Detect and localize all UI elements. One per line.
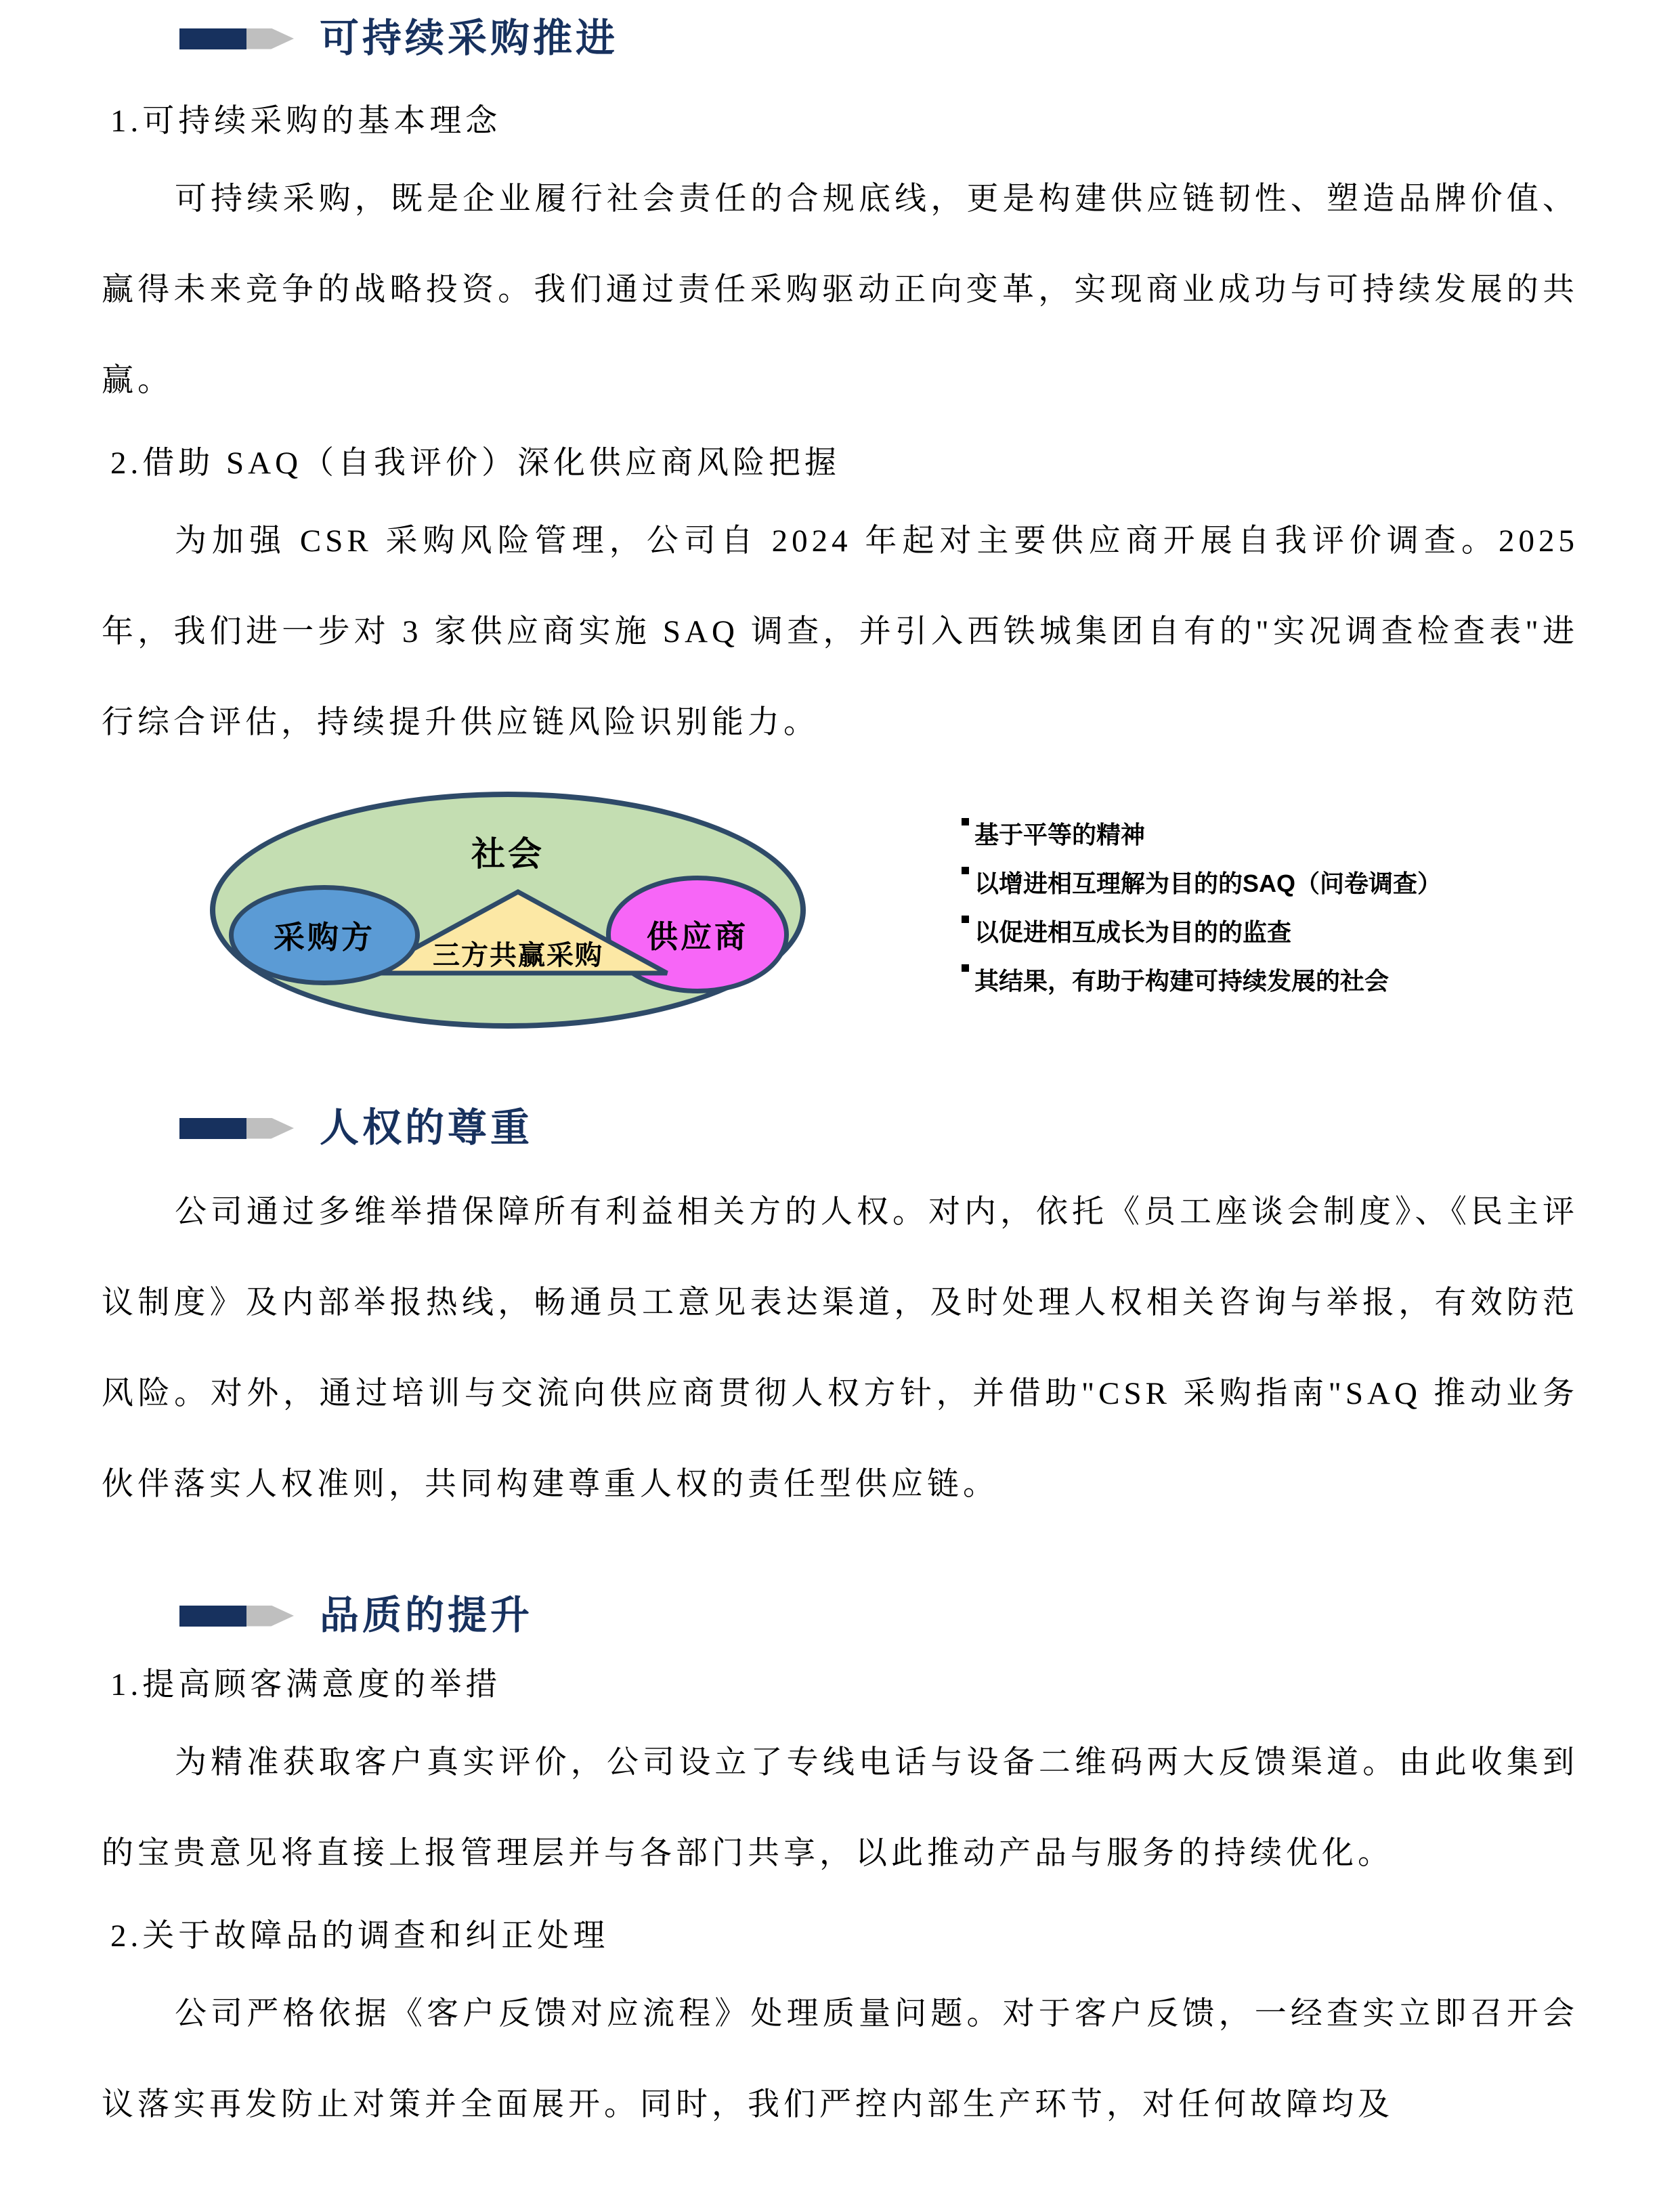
list-item-text: 基于平等的精神 [974,821,1146,849]
paragraph-basic-philosophy: 可持续采购，既是企业履行社会责任的合规底线，更是构建供应链韧性、塑造品牌价值、赢得未来竞争的战略投资。我们通过责任采购驱动正向变革，实现商业成功与可持续发展的共赢。 [102,181,1578,398]
section-header-sustainable-procurement [179,17,1578,60]
section-title-human-rights: 人权的尊重 [320,1106,534,1150]
square-bullet-icon [962,964,969,972]
three-party-win-win-diagram [102,792,1578,1035]
paragraph-saq-risk: 为加强 CSR 采购风险管理，公司自 2024 年起对主要供应商开展自我评价调查。2025 年，我们进一步对 3 家供应商实施 SAQ 调查，并引入西铁城集团自有的"实况调查检查表"进行综合评估，持续提升供应链风险识别能力。 [102,523,1578,740]
bullet-rect [179,1118,246,1139]
list-item [962,811,1442,859]
section-title-sustainable-procurement: 可持续采购推进 [320,16,619,60]
square-bullet-icon [962,818,969,825]
purchaser-label: 采购方 [274,920,375,955]
list-item-text: 其结果，有助于构建可持续发展的社会 [974,967,1390,995]
purchaser-ellipse [229,885,420,985]
section-header-human-rights [179,1107,1578,1150]
subheading-defect-handling: 2.关于故障品的调查和纠正处理 [110,1918,609,1954]
square-bullet-icon [962,916,969,923]
paragraph-defect-handling: 公司严格依据《客户反馈对应流程》处理质量问题。对于客户反馈，一经查实立即召开会议落实再发防止对策并全面展开。同时，我们严控内部生产环节，对任何故障均及 [102,1996,1578,2122]
bullet-rect [179,1606,246,1627]
section-title-quality: 品质的提升 [320,1593,534,1637]
subheading-basic-philosophy: 1.可持续采购的基本理念 [110,104,502,139]
paragraph-human-rights: 公司通过多维举措保障所有利益相关方的人权。对内，依托《员工座谈会制度》、《民主评议制度》及内部举报热线，畅通员工意见表达渠道，及时处理人权相关咨询与举报，有效防范风险。对外，通过培训与交流向供应商贯彻人权方针，并借助"CSR 采购指南"SAQ 推动业务伙伴落实人权准则，共同构建尊重人权的责任型供应链。 [102,1195,1578,1502]
list-item-text: 以促进相互成长为目的的监查 [974,918,1292,946]
subheading-customer-satisfaction: 1.提高顾客满意度的举措 [110,1667,502,1702]
society-label: 社会 [471,835,544,873]
diagram-bullet-list [962,811,1442,1006]
square-bullet-icon [962,867,969,874]
subheading-saq-risk: 2.借助 SAQ（自我评价）深化供应商风险把握 [110,446,841,481]
list-item [962,908,1442,957]
bullet-arrow-icon [246,1118,294,1139]
section-header-quality [179,1594,1578,1637]
paragraph-customer-satisfaction: 为精准获取客户真实评价，公司设立了专线电话与设备二维码两大反馈渠道。由此收集到的宝贵意见将直接上报管理层并与各部门共享，以此推动产品与服务的持续优化。 [102,1745,1578,1871]
header-arrow-bullet-icon [179,1118,294,1139]
header-arrow-bullet-icon [179,1606,294,1627]
list-item [962,957,1442,1006]
supplier-label: 供应商 [647,919,748,954]
header-arrow-bullet-icon [179,28,294,49]
bullet-arrow-icon [246,1606,294,1627]
triangle-label: 三方共赢采购 [433,941,603,970]
list-item-text: 以增进相互理解为目的的SAQ（问卷调查） [974,869,1442,897]
bullet-arrow-icon [246,28,294,49]
list-item [962,859,1442,908]
bullet-rect [179,28,246,49]
